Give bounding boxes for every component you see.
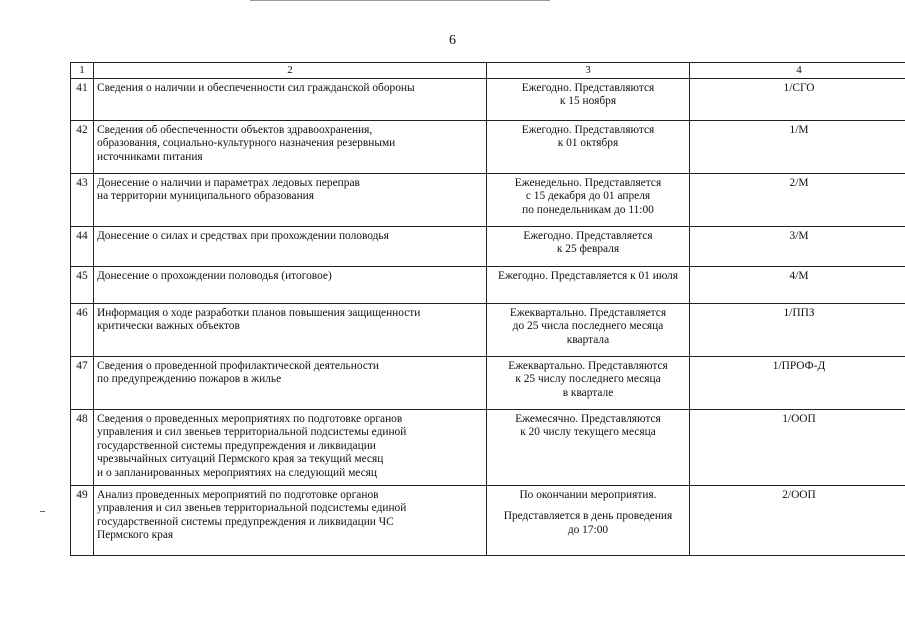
document-name-line: Сведения о проведенной профилактической деятельности: [97, 359, 379, 372]
submission-period-line: Ежеквартально. Представляются: [508, 359, 668, 372]
submission-period-cell: [487, 78, 690, 120]
document-name-line: Сведения о проведенных мероприятиях по подготовке органов: [97, 412, 403, 425]
submission-period-line: Ежегодно. Представляется к 01 июля: [498, 269, 678, 282]
page-number: 6: [449, 33, 456, 48]
document-name-cell: [94, 356, 487, 409]
row-number-cell: 49: [71, 485, 94, 555]
submission-period-cell: [487, 120, 690, 173]
document-name-line: Информация о ходе разработки планов повышения защищенности: [97, 306, 421, 319]
document-name-line: государственной системы предупреждения и ликвидации ЧС: [97, 515, 394, 528]
submission-period-line: до 25 числа последнего месяца: [512, 320, 664, 333]
submission-period-line: к 15 ноября: [559, 95, 617, 108]
table-row: [71, 226, 905, 266]
report-code-cell: 1/М: [690, 120, 905, 173]
document-name-cell: [94, 485, 487, 555]
row-number-cell: 48: [71, 409, 94, 485]
report-code-cell: 2/М: [690, 173, 905, 226]
row-number-cell: 45: [71, 266, 94, 303]
submission-period-line: к 20 числу текущего месяца: [520, 426, 656, 439]
document-name-line: Донесение о силах и средствах при прохождении половодья: [97, 229, 389, 242]
table-row: [71, 409, 905, 485]
submission-period-line: к 25 февраля: [556, 243, 620, 256]
reporting-table: [70, 62, 905, 556]
document-name-line: и о запланированных мероприятиях на следующий месяц: [97, 466, 378, 479]
table-row: [71, 173, 905, 226]
document-name-cell: [94, 226, 487, 266]
report-code-cell: 2/ООП: [690, 485, 905, 555]
submission-period-line: в квартале: [562, 386, 614, 399]
table-row: [71, 303, 905, 356]
row-number-cell: 43: [71, 173, 94, 226]
top-rule: [250, 0, 550, 1]
report-code-cell: 4/М: [690, 266, 905, 303]
submission-period-line: до 17:00: [567, 523, 609, 536]
document-name-line: Сведения о наличии и обеспеченности сил гражданской обороны: [97, 81, 415, 94]
header-cell-1: 1: [71, 63, 94, 79]
document-name-line: образования, социально-культурного назначения резервными: [97, 137, 396, 150]
document-name-cell: [94, 120, 487, 173]
margin-mark: [40, 511, 45, 512]
header-cell-2: 2: [94, 63, 487, 79]
table-row: [71, 266, 905, 303]
report-code-cell: 1/СГО: [690, 78, 905, 120]
submission-period-line: квартала: [566, 333, 610, 346]
table-row: [71, 120, 905, 173]
table-row: [71, 78, 905, 120]
report-code-cell: 1/ППЗ: [690, 303, 905, 356]
document-name-line: Сведения об обеспеченности объектов здравоохранения,: [97, 123, 373, 136]
document-name-line: Донесение о прохождении половодья (итоговое): [97, 269, 332, 282]
submission-period-line: По окончании мероприятия.: [519, 488, 657, 501]
document-name-cell: [94, 78, 487, 120]
document-name-line: управления и сил звеньев территориальной подсистемы единой: [97, 426, 407, 439]
header-cell-3: 3: [487, 63, 690, 79]
submission-period-line: с 15 декабря до 01 апреля: [525, 190, 651, 203]
submission-period-cell: [487, 266, 690, 303]
submission-period-line: Ежемесячно. Представляются: [515, 412, 661, 425]
submission-period-line: Еженедельно. Представляется: [514, 176, 662, 189]
submission-period-line: Представляется в день проведения: [503, 510, 673, 523]
document-name-cell: [94, 266, 487, 303]
submission-period-cell: [487, 303, 690, 356]
submission-period-line: к 01 октября: [557, 137, 619, 150]
table-body: [71, 63, 905, 556]
document-name-line: Анализ проведенных мероприятий по подготовке органов: [97, 488, 379, 501]
row-number-cell: 42: [71, 120, 94, 173]
document-name-cell: [94, 303, 487, 356]
row-number-cell: 47: [71, 356, 94, 409]
row-number-cell: 44: [71, 226, 94, 266]
submission-period-line: Ежегодно. Представляются: [521, 81, 655, 94]
submission-period-line: Ежегодно. Представляется: [523, 229, 653, 242]
document-name-cell: [94, 173, 487, 226]
table-row: [71, 485, 905, 555]
document-name-line: по предупреждению пожаров в жилье: [97, 373, 282, 386]
submission-period-cell: [487, 173, 690, 226]
submission-period-cell: [487, 356, 690, 409]
document-name-line: государственной системы предупреждения и ликвидации: [97, 439, 376, 452]
document-name-line: критически важных объектов: [97, 320, 240, 333]
document-name-line: источниками питания: [97, 150, 203, 163]
report-code-cell: 1/ПРОФ-Д: [690, 356, 905, 409]
submission-period-line: к 25 числу последнего месяца: [515, 373, 661, 386]
submission-period-line: Ежегодно. Представляются: [521, 123, 655, 136]
submission-period-cell: [487, 485, 690, 555]
row-number-cell: 41: [71, 78, 94, 120]
document-name-line: на территории муниципального образования: [97, 190, 314, 203]
table-header-row: [71, 63, 905, 79]
header-cell-4: 4: [690, 63, 905, 79]
document-name-line: Донесение о наличии и параметрах ледовых переправ: [97, 176, 360, 189]
document-name-line: чрезвычайных ситуаций Пермского края за текущий месяц: [97, 453, 384, 466]
report-code-cell: 1/ООП: [690, 409, 905, 485]
document-name-line: Пермского края: [97, 529, 174, 542]
document-name-line: управления и сил звеньев территориальной подсистемы единой: [97, 502, 407, 515]
submission-period-line: по понедельникам до 11:00: [522, 203, 654, 216]
report-code-cell: 3/М: [690, 226, 905, 266]
table-row: [71, 356, 905, 409]
submission-period-cell: [487, 226, 690, 266]
submission-period-cell: [487, 409, 690, 485]
submission-period-line: Ежеквартально. Представляется: [509, 306, 667, 319]
row-number-cell: 46: [71, 303, 94, 356]
document-name-cell: [94, 409, 487, 485]
